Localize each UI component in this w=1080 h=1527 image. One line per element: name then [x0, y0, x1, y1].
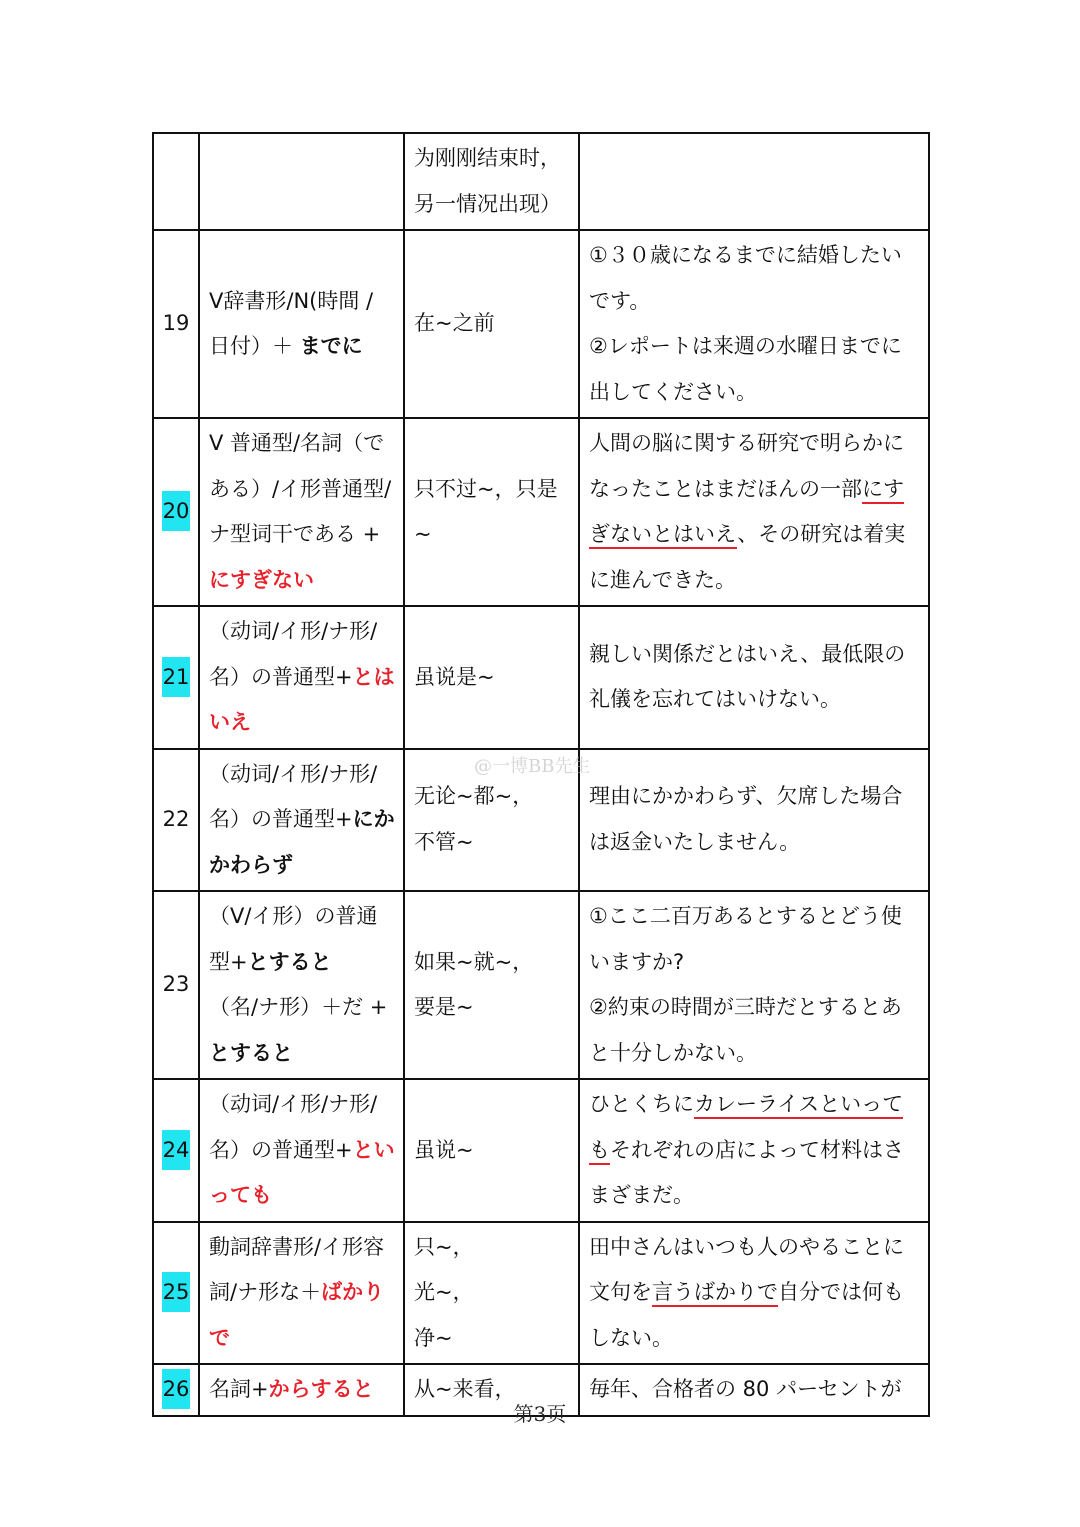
pattern-cell — [199, 133, 404, 230]
grammar-keyword: とすると — [209, 1040, 293, 1065]
pattern-line: （名/ナ形）＋だ + — [209, 995, 388, 1019]
grammar-keyword: とは — [352, 664, 395, 689]
row-number — [153, 891, 199, 1079]
pattern-text: 詞/ナ形な＋ — [209, 1280, 322, 1304]
meaning-cell: 虽说~ — [404, 1079, 579, 1222]
pattern-line — [209, 655, 395, 701]
row-number — [153, 1079, 199, 1222]
pattern-cell — [199, 230, 404, 418]
row-number — [153, 606, 199, 749]
pattern-text: 名）の普通型+ — [209, 1137, 353, 1162]
pattern-line: ある）/イ形普通型/ — [209, 476, 392, 501]
example-text: なったことはまだほんの一部 — [589, 476, 862, 501]
grammar-keyword: からすると — [268, 1377, 374, 1402]
example-line: ①３０歳になるまでに結婚したい — [589, 243, 902, 267]
row-number-highlight: 24 — [162, 1130, 191, 1170]
grammar-keyword: にか — [352, 807, 395, 831]
pattern-line: V 普通型/名詞（で — [209, 431, 385, 455]
meaning-cell: 虽说是~ — [404, 606, 579, 749]
pattern-line — [209, 1128, 395, 1174]
example-line: 理由にかかわらず、欠席した場合 — [589, 784, 903, 809]
example-cell — [579, 133, 929, 230]
example-cell — [579, 230, 929, 418]
example-cell — [579, 1222, 929, 1365]
pattern-cell — [199, 418, 404, 606]
pattern-line — [209, 940, 395, 986]
meaning-cell: 只不过~，只是~ — [404, 418, 579, 606]
page-number: 第3页 — [513, 1402, 567, 1426]
row-number — [153, 749, 199, 892]
row-number-label: 19 — [162, 311, 190, 336]
row-number — [153, 230, 199, 418]
row-number-highlight: 25 — [162, 1272, 191, 1312]
meaning-line: 另一情况出现） — [414, 191, 561, 216]
example-line: いますか? — [589, 949, 685, 974]
example-line: 人間の脳に関する研究で明らかに — [589, 431, 904, 455]
example-line: 礼儀を忘れてはいけない。 — [589, 687, 841, 712]
meaning-line: 为刚刚结束时， — [414, 146, 561, 170]
pattern-line: （动词/イ形/ナ形/ — [209, 619, 378, 643]
pattern-cell — [199, 1222, 404, 1365]
pattern-line — [209, 324, 395, 370]
pattern-text: 名詞+ — [209, 1377, 269, 1402]
example-line: 親しい関係だとはいえ、最低限の — [589, 641, 906, 666]
example-line — [589, 1128, 920, 1174]
example-line: 出してください。 — [589, 379, 757, 404]
underlined-grammar: にす — [862, 477, 904, 504]
example-line: と十分しかない。 — [589, 1040, 757, 1065]
grammar-keyword: とい — [352, 1137, 395, 1162]
meaning-line: 要是~ — [414, 995, 474, 1019]
example-cell — [579, 749, 929, 892]
pattern-line: 動詞辞書形/イ形容 — [209, 1234, 385, 1259]
example-cell — [579, 606, 929, 749]
pattern-line — [209, 1270, 395, 1316]
table-row — [153, 606, 929, 749]
example-line — [589, 1270, 920, 1316]
example-text: それぞれの店によって材料はさ — [610, 1137, 904, 1162]
underlined-grammar: ぎないとはいえ — [589, 522, 737, 549]
pattern-line — [209, 797, 395, 843]
pattern-cell — [199, 891, 404, 1079]
meaning-cell: 从~来看， — [404, 1364, 579, 1416]
row-number-highlight: 21 — [162, 657, 191, 697]
grammar-keyword: かわらず — [209, 852, 293, 877]
pattern-text: 日付）＋ — [209, 334, 300, 358]
row-number — [153, 133, 199, 230]
example-line — [589, 512, 920, 558]
example-line: ①ここ二百万あるとするとどう使 — [589, 904, 902, 928]
underlined-grammar: 言うばかりで — [652, 1280, 778, 1307]
table-row — [153, 1079, 929, 1222]
example-cell — [579, 891, 929, 1079]
pattern-line: （V/イ形）の普通 — [209, 904, 378, 928]
pattern-cell — [199, 606, 404, 749]
example-cell — [579, 418, 929, 606]
example-line: は返金いたしません。 — [589, 829, 801, 854]
row-number-highlight: 26 — [162, 1369, 191, 1409]
example-text: 自分では何も — [778, 1280, 904, 1304]
row-number-label: 22 — [162, 807, 190, 831]
pattern-text: 型+ — [209, 949, 248, 974]
meaning-line: 光~， — [414, 1280, 474, 1304]
grammar-keyword: とすると — [247, 949, 332, 974]
example-text: 文句を — [589, 1280, 652, 1304]
table-row — [153, 1222, 929, 1365]
table-row — [153, 418, 929, 606]
pattern-cell — [199, 1079, 404, 1222]
row-number-label: 23 — [162, 972, 190, 997]
meaning-line: 只~， — [414, 1234, 474, 1259]
meaning-cell — [404, 891, 579, 1079]
example-line: 田中さんはいつも人のやることに — [589, 1234, 904, 1259]
row-number-highlight: 20 — [162, 491, 191, 531]
example-line: に進んできた。 — [589, 567, 736, 592]
example-line — [589, 467, 920, 513]
pattern-line: ナ型词干である + — [209, 522, 381, 546]
grammar-keyword: いえ — [209, 710, 251, 734]
grammar-keyword: で — [209, 1325, 230, 1350]
underlined-grammar: も — [589, 1138, 610, 1165]
example-text: ひとくちに — [589, 1092, 694, 1116]
meaning-line: 不管~ — [414, 829, 474, 854]
meaning-cell: 在~之前 — [404, 230, 579, 418]
underlined-grammar: カレーライスといって — [694, 1092, 903, 1119]
example-cell: 毎年、合格者の 80 パーセントが — [579, 1364, 929, 1416]
example-text: 、その研究は着実 — [737, 522, 906, 546]
example-line: ②レポートは来週の水曜日までに — [589, 334, 902, 358]
meaning-cell — [404, 133, 579, 230]
pattern-text: 名）の普通型+ — [209, 664, 353, 689]
table-row — [153, 133, 929, 230]
grammar-keyword: っても — [209, 1183, 272, 1207]
table-row — [153, 230, 929, 418]
example-line: です。 — [589, 288, 651, 313]
pattern-line: （动词/イ形/ナ形/ — [209, 1092, 378, 1116]
pattern-text: 名）の普通型+ — [209, 807, 353, 831]
example-line: しない。 — [589, 1325, 673, 1350]
example-line — [589, 1082, 920, 1128]
meaning-cell — [404, 1222, 579, 1365]
example-line: ②約束の時間が三時だとするとあ — [589, 995, 902, 1019]
grammar-keyword: ばかり — [321, 1280, 385, 1304]
pattern-line: （动词/イ形/ナ形/ — [209, 761, 378, 786]
meaning-line: 净~ — [414, 1325, 453, 1350]
row-number — [153, 418, 199, 606]
example-line: まざまだ。 — [589, 1183, 694, 1207]
grammar-keyword: にすぎない — [209, 567, 314, 592]
meaning-line: 无论~都~， — [414, 784, 534, 809]
pattern-line: V辞書形/N(時間 / — [209, 288, 374, 313]
watermark: @一博BB先生 — [474, 756, 591, 777]
pattern-cell — [199, 749, 404, 892]
example-cell — [579, 1079, 929, 1222]
row-number — [153, 1222, 199, 1365]
table-row — [153, 891, 929, 1079]
grammar-keyword: までに — [299, 334, 363, 358]
meaning-line: 如果~就~， — [414, 949, 534, 974]
